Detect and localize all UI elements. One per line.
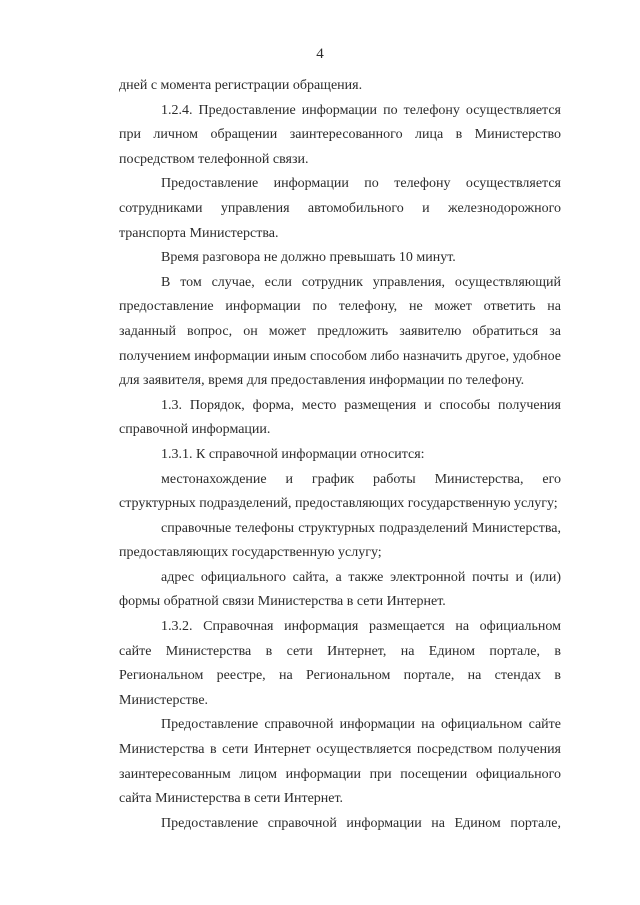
paragraph: Время разговора не должно превышать 10 минут. (161, 250, 456, 266)
document-body (119, 74, 561, 836)
paragraph: 1.3. Порядок, форма, место размещения и способы получения справочной информации. (119, 397, 561, 438)
paragraph: местонахождение и график работы Министерства, его структурных подразделений, предоставляющих государственную услугу; (119, 471, 561, 512)
page-number: 4 (316, 46, 324, 62)
paragraph: 1.3.2. Справочная информация размещается на официальном сайте Министерства в сети Интернет, на Едином портале, в Региональном реестре, на Региональном портале, на стендах в Министерстве. (119, 619, 561, 708)
paragraph: Предоставление информации по телефону осуществляется сотрудниками управления автомобильного и железнодорожного транспорта Министерства. (119, 176, 561, 241)
paragraph: справочные телефоны структурных подразделений Министерства, предоставляющих государственную услугу; (119, 520, 561, 561)
paragraph: В том случае, если сотрудник управления, осуществляющий предоставление информации по телефону, не может ответить на заданный вопрос, он может предложить заявителю обратиться за получением информации иным способом либо назначить другое, удобное для заявителя, время для предоставления информации по телефону. (119, 274, 561, 389)
paragraph: адрес официального сайта, а также электронной почты и (или) формы обратной связи Министерства в сети Интернет. (119, 569, 561, 610)
paragraph: Предоставление справочной информации на официальном сайте Министерства в сети Интернет осуществляется посредством получения заинтересованным лицом информации при посещении официального сайта Министерства в сети Интернет. (119, 717, 561, 807)
paragraph: Предоставление справочной информации на Едином портале, (161, 815, 561, 831)
paragraph: 1.3.1. К справочной информации относится: (161, 446, 425, 462)
paragraph: дней с момента регистрации обращения. (119, 78, 363, 93)
paragraph: 1.2.4. Предоставление информации по телефону осуществляется при личном обращении заинтересованного лица в Министерство посредством телефонной связи. (119, 102, 561, 167)
